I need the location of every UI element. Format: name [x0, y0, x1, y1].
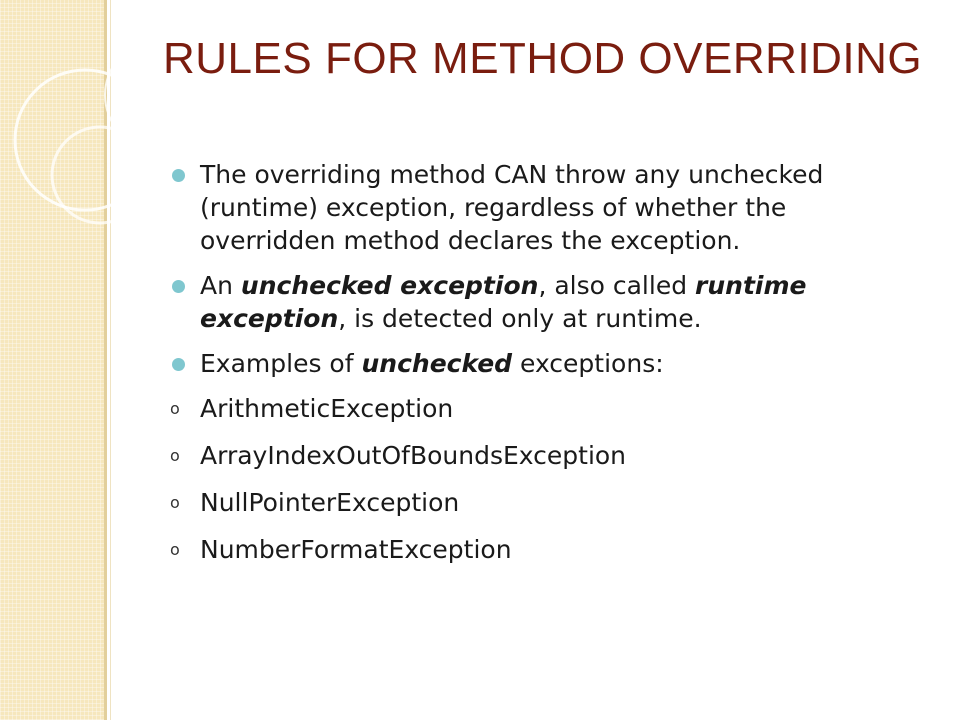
- slide-body: [160, 158, 900, 580]
- sub-bullet-item: [160, 533, 900, 566]
- hollow-bullet-icon: o: [170, 493, 180, 512]
- bullet-dot-icon: [172, 358, 185, 371]
- bullet-item: [160, 158, 900, 257]
- bullet-text-part: The overriding method CAN throw any unchecked (runtime) exception, regardless of whether the overridden method declares the exception.: [200, 160, 824, 255]
- bullet-text-part: exceptions:: [512, 349, 664, 378]
- bullet-item: [160, 269, 900, 335]
- bullet-text-part: An: [200, 271, 241, 300]
- emphasized-term: runtime exception: [200, 271, 807, 333]
- emphasized-term: unchecked exception: [240, 271, 539, 300]
- bullet-dot-icon: [172, 169, 185, 182]
- bullet-text-part: , is detected only at runtime.: [338, 304, 702, 333]
- bullet-dot-icon: [172, 280, 185, 293]
- sub-bullet-item: [160, 392, 900, 425]
- hollow-bullet-icon: o: [170, 446, 180, 465]
- hollow-bullet-icon: o: [170, 540, 180, 559]
- bullet-text: [200, 271, 806, 333]
- bullet-text: [200, 349, 664, 378]
- exception-name: ArithmeticException: [200, 394, 454, 423]
- decorative-rings: [0, 0, 170, 300]
- hollow-bullet-icon: o: [170, 399, 180, 418]
- emphasized-term: unchecked: [361, 349, 513, 378]
- slide-title: RULES FOR METHOD OVERRIDING: [163, 34, 923, 83]
- sub-bullet-list: [160, 392, 900, 566]
- exception-name: ArrayIndexOutOfBoundsException: [200, 441, 627, 470]
- exception-name: NumberFormatException: [200, 535, 512, 564]
- sub-bullet-item: [160, 439, 900, 472]
- bullet-text: [200, 160, 823, 255]
- sub-bullet-item: [160, 486, 900, 519]
- bullet-text-part: , also called: [538, 271, 696, 300]
- bullet-item: [160, 347, 900, 380]
- bullet-list: [160, 158, 900, 380]
- bullet-text-part: Examples of: [200, 349, 362, 378]
- exception-name: NullPointerException: [200, 488, 460, 517]
